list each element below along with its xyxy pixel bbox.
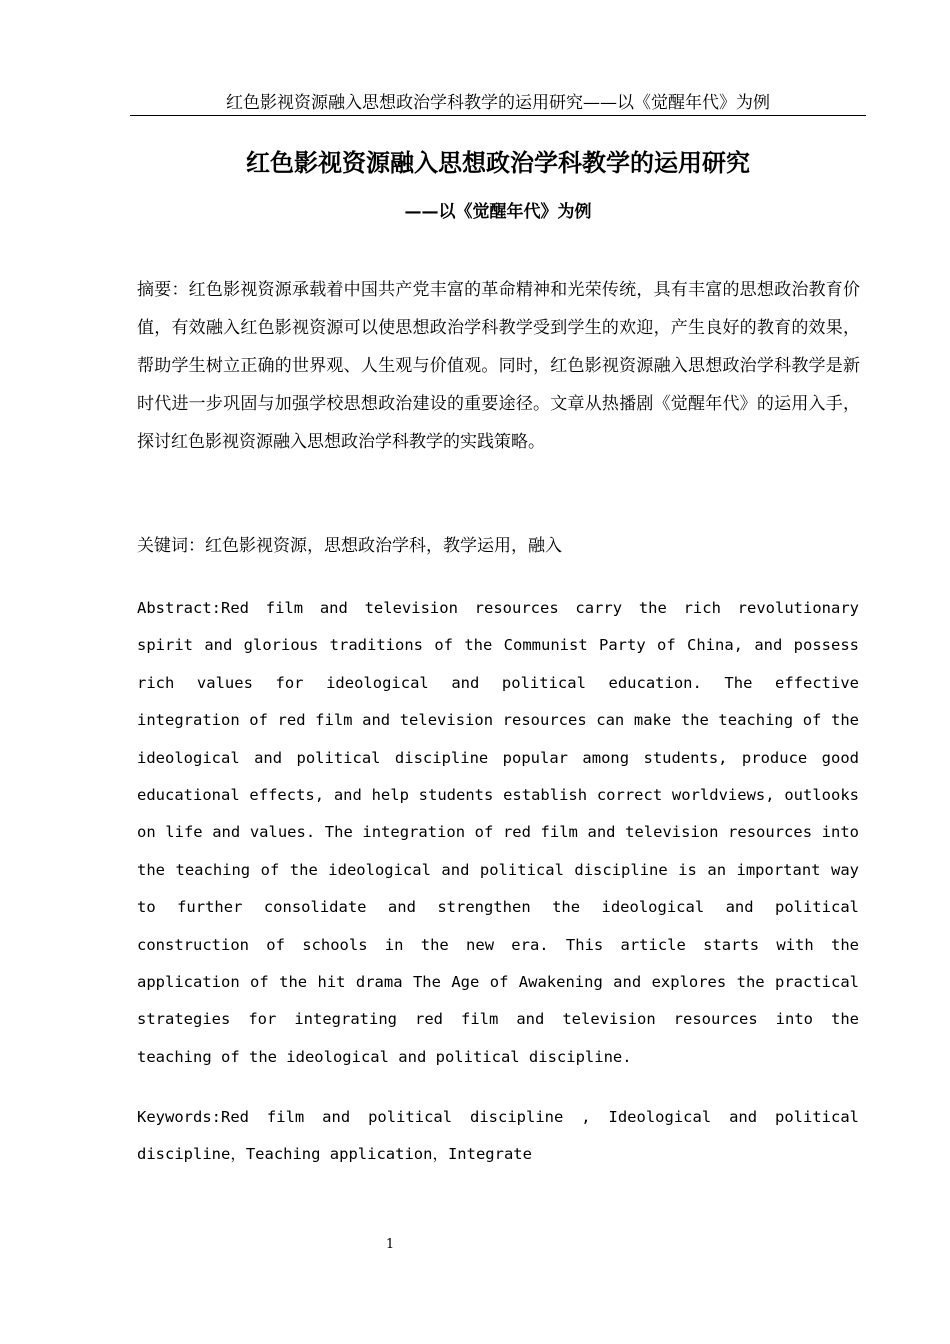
keywords-english: Keywords:Red film and political discipline , Ideological and political discipline，Teaching application，Integrate <box>137 1108 859 1164</box>
page-number: 1 <box>385 1237 395 1252</box>
page-subtitle: ——以《觉醒年代》为例 <box>404 202 592 222</box>
abstract-english: Abstract:Red film and television resources carry the rich revolutionary spirit and glorious traditions of the Communist Party of China, and possess rich values for ideological and political education. The effective integration of red film and television resources can make the teaching of the ideological and political discipline popular among students, produce good educational effects, and help students establish correct worldviews, outlooks on life and values. The integration of red film and television resources into the teaching of the ideological and political discipline is an important way to further consolidate and strengthen the ideological and political construction of schools in the new era. This article starts with the application of the hit drama The Age of Awakening and explores the practical strategies for integrating red film and television resources into the teaching of the ideological and political discipline. <box>137 599 859 1066</box>
keywords-chinese: 关键词：红色影视资源，思想政治学科，教学运用，融入 <box>137 536 562 556</box>
page-title: 红色影视资源融入思想政治学科教学的运用研究 <box>246 149 750 177</box>
header-rule <box>130 115 866 116</box>
abstract-chinese: 摘要：红色影视资源承载着中国共产党丰富的革命精神和光荣传统，具有丰富的思想政治教育价值，有效融入红色影视资源可以使思想政治学科教学受到学生的欢迎，产生良好的教育的效果，帮助学生树立正确的世界观、人生观与价值观。同时，红色影视资源融入思想政治学科教学是新时代进一步巩固与加强学校思想政治建设的重要途径。文章从热播剧《觉醒年代》的运用入手，探讨红色影视资源融入思想政治学科教学的实践策略。 <box>137 280 860 452</box>
running-header: 红色影视资源融入思想政治学科教学的运用研究——以《觉醒年代》为例 <box>226 93 770 113</box>
